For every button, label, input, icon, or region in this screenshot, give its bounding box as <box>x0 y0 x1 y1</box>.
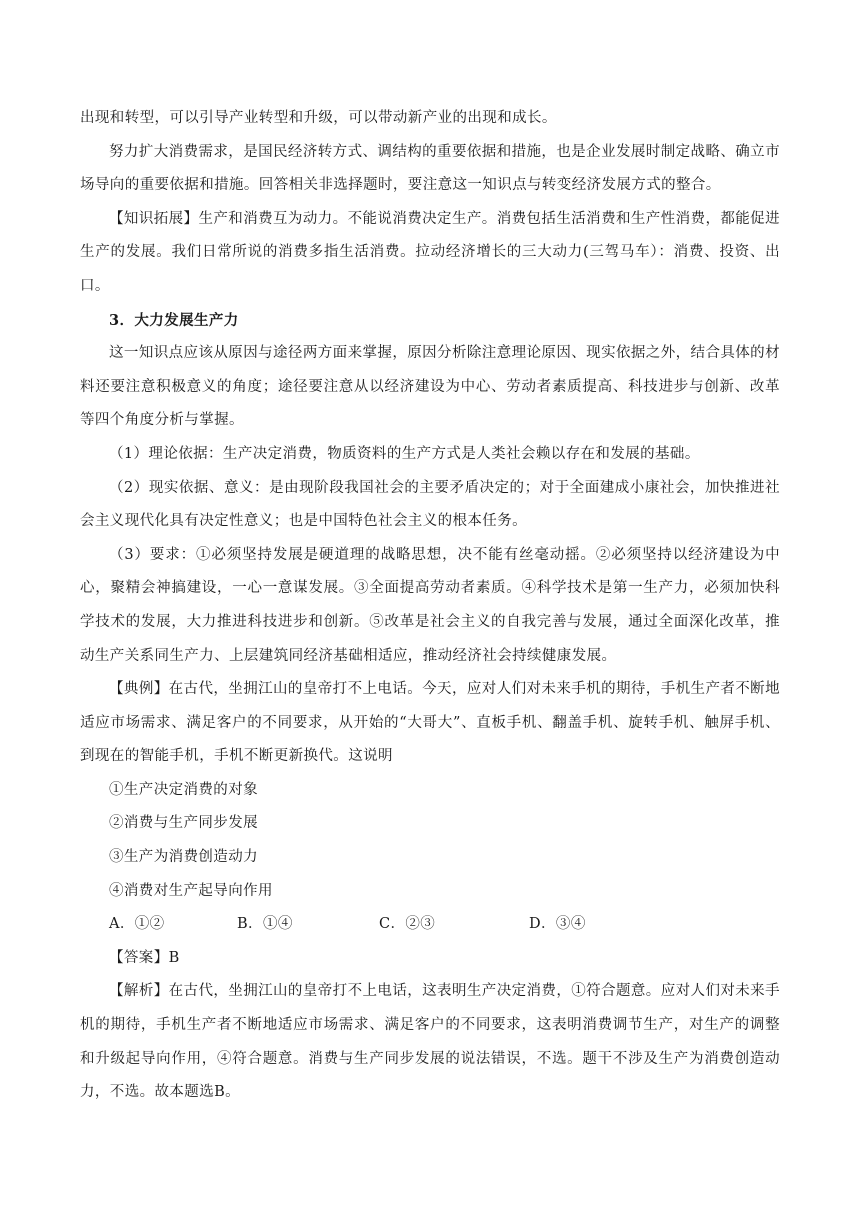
choice-d: D．③④ <box>529 916 586 933</box>
theory-basis: （1）理论依据：生产决定消费，物质资料的生产方式是人类社会赖以存在和发展的基础。 <box>109 445 700 462</box>
paragraph-4: 这一知识点应该从原因与途径两方面来掌握，原因分析除注意理论原因、现实依据之外，结合具体的材料还要注意积极意义的角度；途径要注意从以经济建设为中心、劳动者素质提高、科技进步与创新、改革等四个角度分析与掌握。 <box>80 345 780 429</box>
choice-a: A．①② <box>109 916 165 933</box>
document-page <box>80 102 780 1110</box>
knowledge-extension: 【知识拓展】生产和消费互为动力。不能说消费决定生产。消费包括生活消费和生产性消费，都能促进生产的发展。我们日常所说的消费多指生活消费。拉动经济增长的三大动力(三驾马车）：消费、投资、出口。 <box>80 210 780 294</box>
example-answer: 【答案】B <box>109 949 180 966</box>
example-question: 【典例】在古代，坐拥江山的皇帝打不上电话。今天，应对人们对未来手机的期待，手机生产者不断地适应市场需求、满足客户的不同要求，从开始的“大哥大”、直板手机、翻盖手机、旋转手机、触屏手机、到现在的智能手机，手机不断更新换代。这说明 <box>80 681 780 765</box>
example-option: ④消费对生产起导向作用 <box>109 882 273 899</box>
reality-basis: （2）现实依据、意义：是由现阶段我国社会的主要矛盾决定的；对于全面建成小康社会，加快推进社会主义现代化具有决定性意义；也是中国特色社会主义的根本任务。 <box>80 479 780 530</box>
example-analysis: 【解析】在古代，坐拥江山的皇帝打不上电话，这表明生产决定消费，①符合题意。应对人们对未来手机的期待，手机生产者不断地适应市场需求、满足客户的不同要求，这表明消费调节生产，对生产的调整和升级起导向作用，④符合题意。消费与生产同步发展的说法错误，不选。题干不涉及生产为消费创造动力，不选。故本题选B。 <box>80 983 780 1101</box>
choice-b: B．①④ <box>237 916 293 933</box>
paragraph-2: 努力扩大消费需求，是国民经济转方式、调结构的重要依据和措施，也是企业发展时制定战略、确立市场导向的重要依据和措施。回答相关非选择题时，要注意这一知识点与转变经济发展方式的整合。 <box>80 143 780 194</box>
paragraph-1: 出现和转型，可以引导产业转型和升级，可以带动新产业的出现和成长。 <box>80 110 557 126</box>
requirements: （3）要求：①必须坚持发展是硬道理的战略思想，决不能有丝毫动摇。②必须坚持以经济建设为中心，聚精会神搞建设，一心一意谋发展。③全面提高劳动者素质。④科学技术是第一生产力，必须加快科学技术的发展，大力推进科技进步和创新。⑤改革是社会主义的自我完善与发展，通过全面深化改革，推动生产关系同生产力、上层建筑同经济基础相适应，推动经济社会持续健康发展。 <box>80 546 780 664</box>
example-option: ③生产为消费创造动力 <box>109 849 258 866</box>
example-option: ①生产决定消费的对象 <box>109 781 258 798</box>
section-heading-3: 3．大力发展生产力 <box>109 311 239 329</box>
choice-c: C．②③ <box>379 916 436 933</box>
answer-choices <box>80 908 780 942</box>
example-option: ②消费与生产同步发展 <box>109 815 258 832</box>
